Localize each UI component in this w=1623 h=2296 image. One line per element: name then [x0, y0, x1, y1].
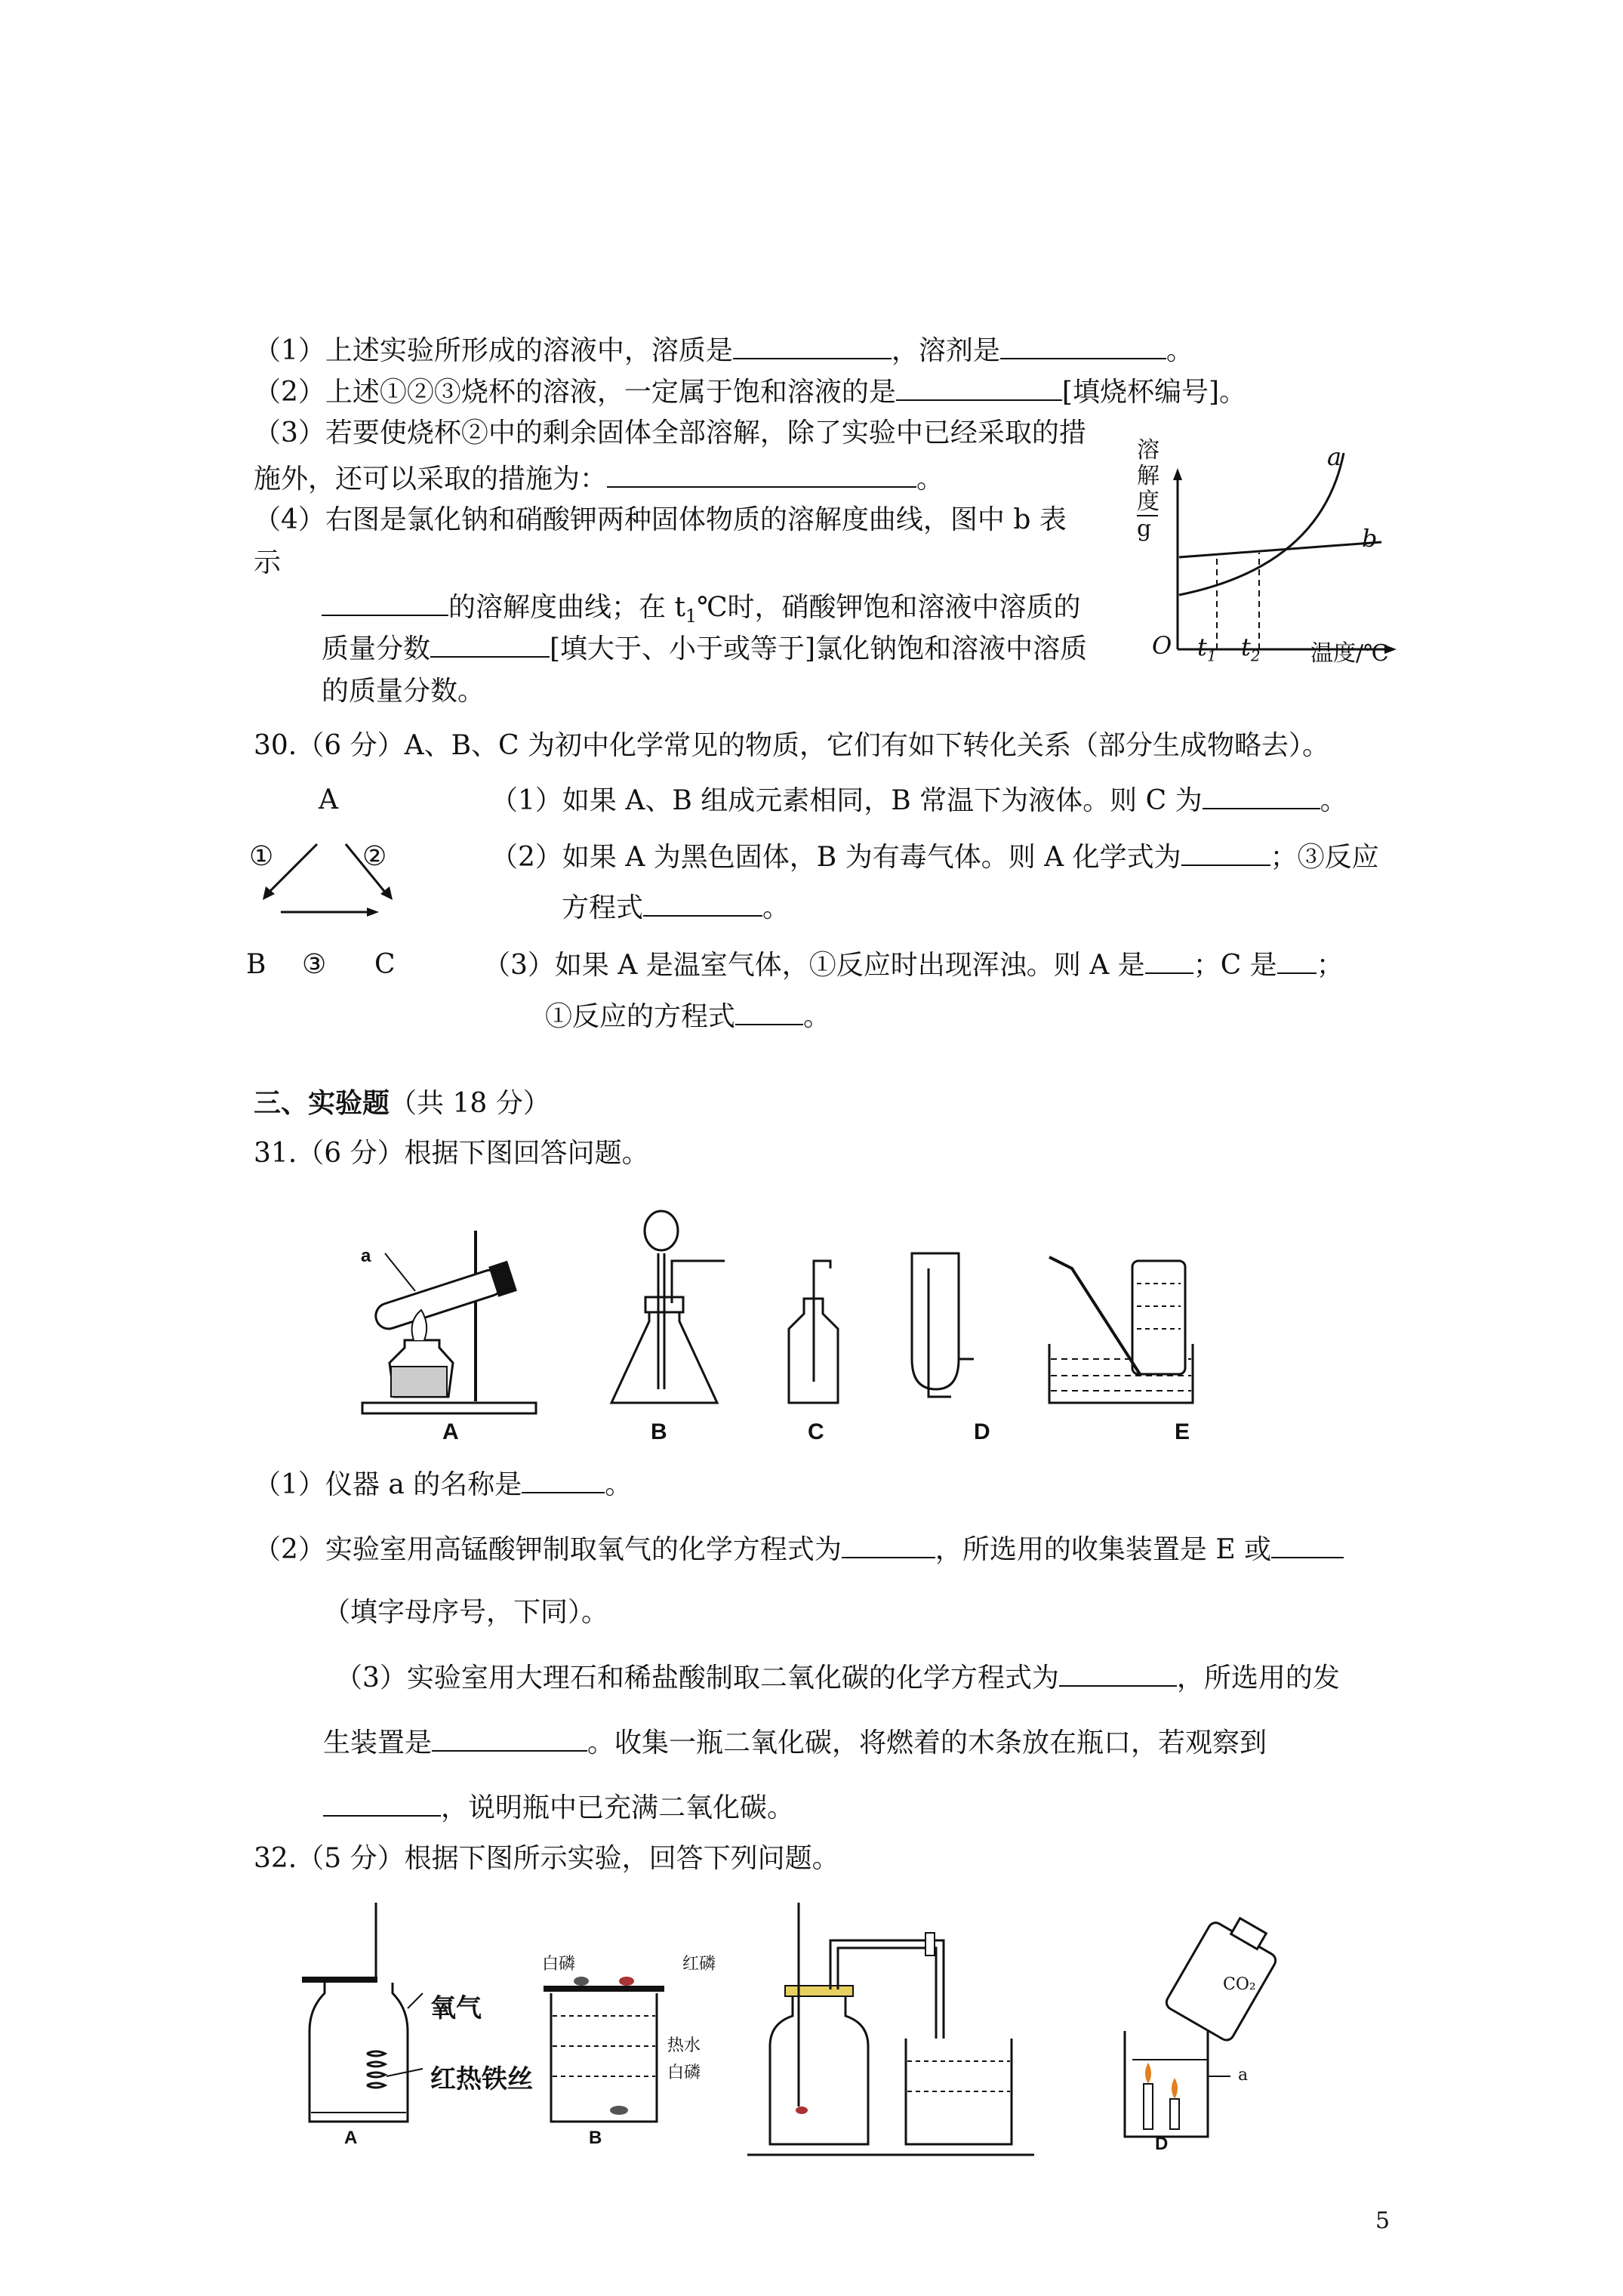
label-red-phosphorus: 红磷 [682, 1955, 716, 1974]
answer-blank[interactable] [1145, 948, 1193, 974]
answer-blank[interactable] [842, 1533, 935, 1558]
q29-line-6: 示 [254, 547, 282, 578]
experiment-b [544, 1977, 664, 2122]
apparatus-a [362, 1231, 536, 1413]
experiment-c [747, 1903, 1034, 2155]
label-white-phosphorus-2: 白磷 [667, 2063, 701, 2082]
q30-part-2-cont: 方程式 。 [562, 892, 790, 923]
q30-part-3-cont: ①反应的方程式 。 [545, 1001, 831, 1032]
q31-part-1: （1）仪器 a 的名称是 。 [254, 1469, 633, 1500]
label-iron-wire: 红热铁丝 [430, 2064, 533, 2094]
answer-blank[interactable] [1000, 334, 1166, 359]
answer-blank[interactable] [430, 632, 550, 658]
answer-blank[interactable] [733, 334, 892, 359]
q30-part-3: （3）如果 A 是温室气体，①反应时出现浑浊。则 A 是 ；C 是 ； [483, 950, 1344, 981]
conversion-arrows [257, 838, 423, 921]
q31-part-3: （3）实验室用大理石和稀盐酸制取二氧化碳的化学方程式为 ，所选用的发 [335, 1663, 1340, 1693]
answer-blank[interactable] [522, 1468, 605, 1493]
experiment-label-b: B [589, 2128, 602, 2148]
q32-experiment-figure [294, 1895, 1313, 2167]
node-a: A [319, 784, 338, 815]
reaction-3-num: ③ [302, 949, 327, 980]
curve-b-label: b [1362, 524, 1378, 553]
curve-a [1179, 453, 1344, 595]
experiment-a [302, 1903, 423, 2122]
experiment-label-d: D [1155, 2134, 1169, 2154]
instrument-a-label: a [361, 1246, 371, 1266]
answer-blank[interactable] [1203, 784, 1320, 809]
q31-part-2-cont: （填字母序号，下同）。 [323, 1597, 609, 1628]
graph-y-label: 溶 解 度 g [1137, 437, 1160, 542]
q29-line-9: 的质量分数。 [322, 676, 485, 707]
q29-line-8: 质量分数 [填大于、小于或等于]氯化钠饱和溶液中溶质 [322, 633, 1088, 664]
t2-label: $t_2$ [1241, 633, 1261, 665]
answer-blank[interactable] [323, 1791, 441, 1817]
t1-label: $t_1$ [1197, 633, 1217, 665]
x-axis-label: 温度/℃ [1310, 640, 1389, 667]
answer-blank[interactable] [322, 590, 448, 616]
answer-blank[interactable] [735, 1000, 803, 1025]
apparatus-e [1049, 1257, 1193, 1403]
answer-blank[interactable] [1271, 1533, 1344, 1558]
q30-title: 30.（6 分）A、B、C 为初中化学常见的物质，它们有如下转化关系（部分生成物略去）。 [254, 730, 1330, 761]
q31-part-3-cont: 生装置是 。收集一瓶二氧化碳，将燃着的木条放在瓶口，若观察到 [323, 1727, 1267, 1758]
experiment-label-a: A [344, 2128, 358, 2148]
origin-label: O [1152, 631, 1172, 660]
apparatus-d [912, 1253, 974, 1397]
q31-title: 31.（6 分）根据下图回答问题。 [254, 1138, 649, 1169]
q31-part-2: （2）实验室用高锰酸钾制取氧气的化学方程式为 ，所选用的收集装置是 E 或 [254, 1533, 1344, 1567]
curve-a-label: a [1327, 442, 1342, 471]
apparatus-c [789, 1261, 838, 1403]
apparatus-label-d: D [974, 1419, 990, 1444]
page-number: 5 [1375, 2208, 1390, 2234]
q31-part-3-cont-2: ，说明瓶中已充满二氧化碳。 [323, 1791, 794, 1825]
answer-blank[interactable] [1277, 948, 1317, 974]
q29-line-5: （4）右图是氯化钠和硝酸钾两种固体物质的溶解度曲线，图中 b 表 [254, 504, 1067, 535]
apparatus-label-a: A [442, 1419, 459, 1444]
node-c: C [374, 949, 396, 980]
label-white-phosphorus: 白磷 [542, 1955, 576, 1974]
experiment-d [1125, 1907, 1286, 2137]
node-b: B [246, 949, 266, 980]
q29-line-1: （1）上述实验所形成的溶液中，溶质是 ，溶剂是 。 [254, 335, 1193, 366]
q29-line-2: （2）上述①②③烧杯的溶液，一定属于饱和溶液的是 [填烧杯编号]。 [254, 377, 1246, 408]
answer-blank[interactable] [1059, 1661, 1177, 1687]
q30-part-2: （2）如果 A 为黑色固体，B 为有毒气体。则 A 化学式为 ；③反应 [491, 842, 1379, 873]
answer-blank[interactable] [896, 375, 1062, 401]
answer-blank[interactable] [1181, 840, 1270, 866]
q31-apparatus-figure [355, 1208, 1336, 1435]
answer-blank[interactable] [607, 462, 916, 488]
apparatus-label-e: E [1175, 1419, 1190, 1444]
apparatus-b [611, 1211, 725, 1403]
section-3-title: 三、实验题（共 18 分） [254, 1088, 550, 1119]
apparatus-label-c: C [808, 1419, 824, 1444]
label-hot-water: 热水 [667, 2036, 701, 2055]
answer-blank[interactable] [432, 1726, 587, 1752]
q29-line-7: 的溶解度曲线；在 $t_1℃$时，硝酸钾饱和溶液中溶质的 [322, 590, 1080, 633]
label-a: a [1238, 2066, 1249, 2085]
apparatus-label-b: B [651, 1419, 667, 1444]
label-co2: CO₂ [1223, 1975, 1256, 1994]
q29-line-4: 施外，还可以采取的措施为： 。 [254, 464, 944, 495]
q30-part-1: （1）如果 A、B 组成元素相同，B 常温下为液体。则 C 为 。 [491, 785, 1347, 816]
reaction-2-num: ② [362, 841, 387, 872]
reaction-1-num: ① [249, 841, 274, 872]
q32-title: 32.（5 分）根据下图所示实验，回答下列问题。 [254, 1843, 839, 1874]
answer-blank[interactable] [643, 891, 762, 917]
q29-line-3: （3）若要使烧杯②中的剩余固体全部溶解，除了实验中已经采取的措 [254, 418, 1086, 448]
label-oxygen: 氧气 [430, 1993, 482, 2023]
